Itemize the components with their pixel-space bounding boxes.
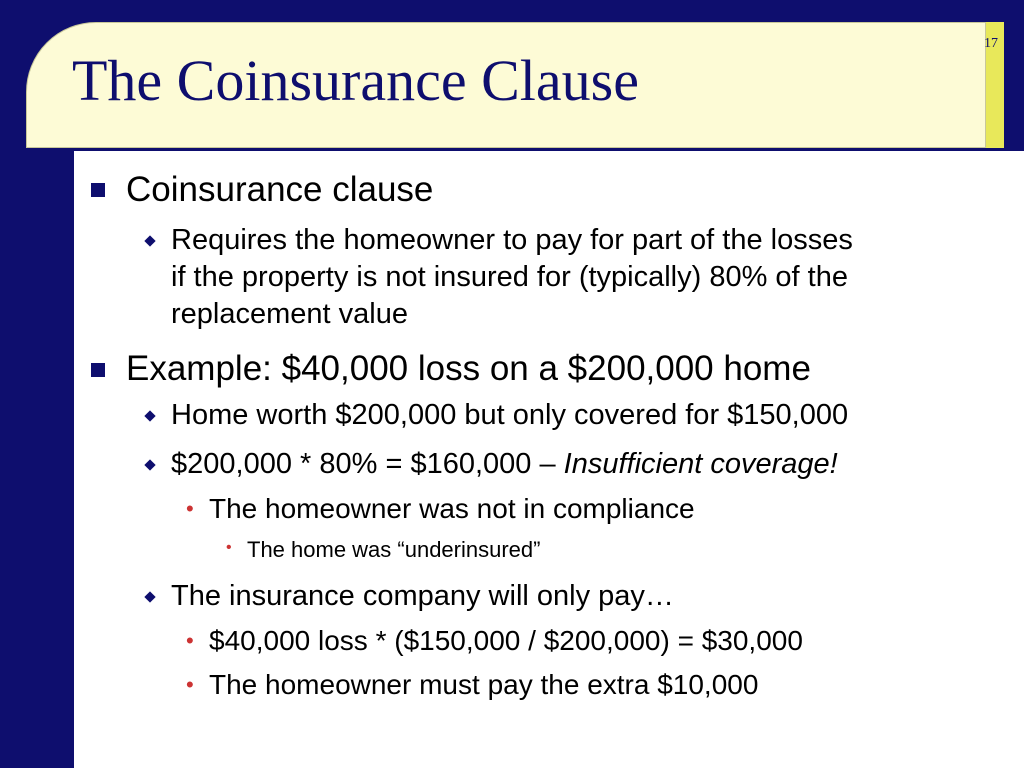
diamond-bullet-icon <box>144 235 155 246</box>
bullet-home-worth: Home worth $200,000 but only covered for $150,000 <box>171 399 849 431</box>
bullet-requires-line1: Requires the homeowner to pay for part of the losses <box>171 224 853 256</box>
bullet-requires-line2: if the property is not insured for (typically) 80% of the <box>171 261 848 293</box>
square-bullet-icon <box>91 183 105 197</box>
bullet-loss-calculation: $40,000 loss * ($150,000 / $200,000) = $30,000 <box>209 625 803 656</box>
diamond-bullet-icon <box>144 459 155 470</box>
diamond-bullet-icon <box>144 591 155 602</box>
bullet-calculation <box>171 446 838 483</box>
dot-bullet-icon: • <box>226 539 232 556</box>
bullet-not-in-compliance: The homeowner was not in compliance <box>209 493 695 524</box>
dot-bullet-icon: • <box>186 628 194 653</box>
bullet-insurance-will-pay: The insurance company will only pay… <box>171 580 674 612</box>
bullet-underinsured: The home was “underinsured” <box>247 537 541 562</box>
bullet-homeowner-pays: The homeowner must pay the extra $10,000 <box>209 669 759 700</box>
insufficient-coverage-text: Insufficient coverage! <box>563 448 838 480</box>
slide-number: 17 <box>984 36 998 51</box>
diamond-bullet-icon <box>144 410 155 421</box>
bullet-requires-line3: replacement value <box>171 298 408 330</box>
bullet-example: Example: $40,000 loss on a $200,000 home <box>126 349 811 388</box>
bullet-coinsurance-clause: Coinsurance clause <box>126 170 434 209</box>
calculation-text: $200,000 * 80% = $160,000 – <box>171 448 564 480</box>
slide-title: The Coinsurance Clause <box>72 48 639 113</box>
square-bullet-icon <box>91 363 105 377</box>
dot-bullet-icon: • <box>186 496 194 521</box>
dot-bullet-icon: • <box>186 672 194 697</box>
